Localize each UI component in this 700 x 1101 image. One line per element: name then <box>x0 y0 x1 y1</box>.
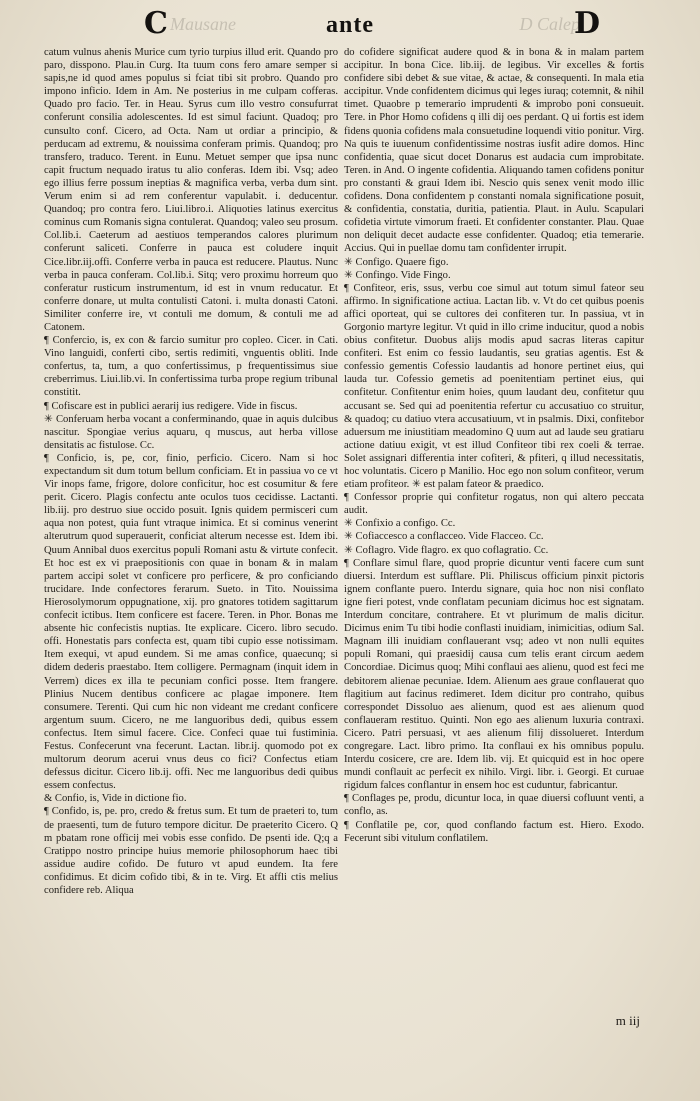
entry-paragraph: ¶ Confercio, is, ex con & farcio sumitur pro copleo. Cicer. in Cati. Vino languidi, conferti cibo, sertis redimiti, vnguentis obliti. Inde confertus, ta, tum, a quo confertissimus, p frequentissimus siue creberrimus. Liui.lib.vi. In confertissima turba prope regium tribunal constitit. <box>44 335 338 399</box>
header-initial-left: C <box>144 6 168 41</box>
entry-paragraph: ¶ Conflare simul flare, quod proprie dicuntur venti facere cum sunt diuersi. Interdum est sufflare. Pli. Philiscus officium pinxit pictoris ignem conflante puero. Interdu signare, quia hoc non nisi conflato igne fieri potest, vnde conflatam pecuniam dicimus hoc est signatam. Interdum concitare, contrahere. Et vt plurimum de malis dicitur. Dicimus enim Tu tibi hodie conflasti inuidiam, inimicitias, odium Sal. Magnam illi inuidiam conflauerant vsq; adeo vt non nulli equites populi Romani, qui praesidij causa cum telis erant circum aedem Concordiae. Dicimus quoq; Mihi conflaui aes alienu, quod est feci me debitorem alienae pecuniae. Idem. Alienum aes graue conflauerat quo flagitium aut facinus redimeret. Idem dicitur pro contraho, quibus correspondet Dissoluo aes alienum, quod est aes alienum quod conflaueram restituo. Quinti. Non ego aes alienum luxuria contraxi. Cicero. Patri persuasi, vt aes alienum filij dissolueret. Interdum congregare. Lact. libro primo. Ita conflaui ex his omnibus populu. Interdu cosicere, cre are. Idem lib. vij. Et quicquid est in hoc opere mundi conflauit ac perfecit ex nihilo. Virgi. libr. i. Georgi. Et curuae rigidum falces conflantur in ensem hoc est cuduntur, fabricantur. <box>344 557 644 792</box>
header-initial-right: D <box>573 6 600 41</box>
entry-paragraph: do cofidere significat audere quod & in bona & in malam partem accipitur. In bona Cice. lib.iij. de legibus. Vir excelles & fortis confidere sibi debet & sue vitae, & actae, & consequenti. In mala etia accipitur. Vnde confidentem dicimus qui leges iuraq; cotemnit, & nihil timet. Quaobre p temerario imprudenti & improbo poni consueuit. Tere. in Phor Homo cofidens q illi dij oes perdant. Q ui fortis est idem fidens quonia cofidens mala consuetudine loquendi vitio ponitur. Virg. Na quis te iuuenum confidentissime nostras iusfit adire domos. Hinc confidentia, quae sicut docet Donarus est audacia cum improbitate. Teren. in And. O ingente cofidentia. Aliquando tamen cofidens ponitur pro constanti & graui Idem ibi. Nescio quis senex venit modo illic cofidens. Dona confidentem p constanti nomala significatione posuit, & confidentia, constatia, duritia, patientia. Plaut. in Aulu. Scapulari cofidetia virtute vimorum fraeti. Et confidenter constanter. Plau. Quae non deliquit decet audacte esse confidenter. Quadoq; etia temerarie. Accius. Qui in puellae domu tam confidenter irrupit. <box>344 47 644 255</box>
entry-paragraph: ✳ Coflagro. Vide flagro. ex quo coflagratio. Cc. <box>344 544 549 556</box>
bleed-through-text-left: Mausane <box>170 14 236 34</box>
entry-paragraph: catum vulnus ahenis Murice cum tyrio turpius illud erit. Quando pro paro, disspono. Plau.in Curg. Ita tuum cons fero amare semper si sapis,ne id quod ames populus si fciat tibi sit probro. Quando pro impono inficio. Idem in Am. Ne posterius in me culpam cofferas. Quado pro facio. Ter. in Heau. Syrus cum illo vestro consufurrat conferunt consilia adolescentes. Id est simul faciunt. Quadoq; pro cunsulto conf. Cicero, ad Octa. Nam ut ordiar a principio, & perducam ad extremu, & nouissima conferam primis. Quandoq; pro transfero, traduco. Terent. in Eunu. Metuet semper que ipsa nunc capit fructum nequado iratus tu alio conferas. Idem ibi. Vsq; adeo ego illius ferre possum ineptias & magnifica verba, verba dum sint. Verum enim si ad rem conferentur vapulabit. i. deducentur. Quandoq; pro contra fero. Liui.libro.i. Aliquoties latinus exercitus cominus cum Romanis signa contulerat. Quandoq; valeo seu prosum. Col.lib.i. Caeterum ad aestiuos temperandos calores plurimum conferunt saliceti. Conferre in pauca est coludere inquit Cice.libr.iij.offi. Conferre verba in pauca est reducere. Plautus. Nunc verba in pauca conferam. Col.lib.i. Sitq; vero proximu horreum quo conferatur rusticum instrumentum, id est in vnum reducatur. Et conferre donare, ut multa contulisti Catoni. i. multa donasti Catoni. Similiter conferre ire, vt contuli me domum, & contuli me ad Catonem. <box>44 47 338 333</box>
entry-paragraph: ¶ Cofiscare est in publici aerarij ius redigere. Vide in fiscus. <box>44 400 298 412</box>
entry-paragraph: ✳ Configo. Quaere figo. <box>344 256 449 268</box>
entry-paragraph: ✳ Cofiaccesco a conflacceo. Vide Flacceo. Cc. <box>344 531 544 543</box>
entry-paragraph: ¶ Confessor proprie qui confitetur rogatus, non qui altero peccata audit. <box>344 492 644 517</box>
entry-paragraph: ¶ Conflatile pe, cor, quod conflando factum est. Hiero. Exodo. Fecerunt sibi vitulum conflatilem. <box>344 819 644 844</box>
folio-signature: m iij <box>615 1013 640 1028</box>
right-column <box>344 46 644 845</box>
entry-paragraph: ✳ Conferuam herba vocant a conferminando, quae in aquis dulcibus nascitur. Spongiae verius aquaru, q muscus, aut herba villose densitatis ac fistulose. Cc. <box>44 413 338 451</box>
running-header <box>40 6 660 46</box>
entry-paragraph: ✳ Confixio a configo. Cc. <box>344 518 456 530</box>
entry-paragraph: ¶ Conficio, is, pe, cor, finio, perficio. Cicero. Nam si hoc expectandum sit dum totum bellum conficiam. Et in passiua vo ce vt Vir inops fame, frigore, dolore conficitur, hoc est cosumitur & fere perit. Cicero. Plagis confectu ante oculos tuos cecidisse. Lactanti. lib.iij. pro destruo siue occido posuit. Ignis quidem permisceri cum aqua non potest, quia funt vtraque inimica. Et si cominus venerint alterutrum quod superauerit, conficiat alterum necesse est. Idem ibi. Quum Annibal duos exercitus populi Romani astu & virtute confecit. Et hoc est ex vi praepositionis con quae in bonam & in malam partem accipi solet vt conficere pro perficere, & pro conficiando trucidare. Inde confectores ferarum. Sueto. in Tito. Nouissima Hierosolymorum oppugnatione, xij. pro gnatores totidem sagittarum confecit ictibus. Item conficere est facere. Teren. in Phor. Bonas me absente hic confecistis nuptias. Ite explicare. Cicero. libro secudo. offi. Honestatis pars confecta est, quam tibi cupio esse notissimam. Item exequi, vt apud eundem. Si me amas confice, quaecunq; si didem dederis praestabo. Item colligere. Permagnam (inquit idem in Verrem) dices ex illa te pecuniam confici posse. Item frangere. Plinius Nucem dentibus conficere ac plagae imponere. Item consumere. Terenti. Qui cum hic non videant me credant conficere argentum suum. Cicero, ne me languoribus dedi, quibus essem confectus. Item simul facere. Cice. Confeci quae tui fustiminia. Festus. Confecerunt vna fecerunt. Lactan. libr.ij. quomodo pot ex multorum deorum acerui vnus deus co fici? Confectus etiam defessus dicitur. Cicero lib.ij. offi. Nec me languoribus dedi quibus essem confectus. <box>44 452 338 792</box>
headword: ante <box>326 12 374 38</box>
entry-paragraph: ¶ Confido, is, pe. pro, credo & fretus sum. Et tum de praeteri to, tum de praesenti, tum de futuro tempore dicitur. De praeterito Cicero. Q m pbatam rone officij mei vobis esse confido. De psenti ide. Q;q a Cratippo nostro principe huius memorie philosophorum haec tibi assidue audire cofido. De futuro vt apud eundem. Ita fere confidimus. Et dicim cofido tibi, & in te. Virg. Et affli ctis melius confidere reb. Aliqua <box>44 806 338 896</box>
entry-paragraph: ¶ Conflages pe, produ, dicuntur loca, in quae diuersi cofluunt venti, a conflo, as. <box>344 793 644 818</box>
bleed-through-text-right: D Calep <box>519 14 580 34</box>
entry-paragraph: ✳ Confingo. Vide Fingo. <box>344 269 451 281</box>
entry-paragraph: ¶ Confiteor, eris, ssus, verbu coe simul aut totum simul fateor seu affirmo. In significatione actiua. Lactan lib. v. Vt do cet quibus poenis affici oporteat, qui se cultores dei confiteren tur. In passiua, vt in Gorgonio martyre legitur. Vt quid in illo crime inducitur, quod a nobis obius confitetur. Duobus alijs modis apud sacras literas capitur confiteri. Est enim co fessio laudantis, seu gratias agentis. Est & confessio gementis Cofessio laudantis ad honore pertinet eius, qui lauda tur. Cofessio gemetis ad poenitentiam pertinet eius, qui confitetur. Confitentur enim hoies, quum laudant deu, confitetur quu accusant se. Sed qui ad poenitentia refertur cu accusatiuo co struitur, & quadoq; cu datiuo vtera accusatiuum, vt in psalmis. Dixi, confitebor aduersum me iniustitiam meadomino Q uum aut ad laude seu gratiaru actione datiuu exigit, vt est illud Confiteor tibi rex coeli & terrae. Solet assignari differentia inter cofiteri, & pfiteri, q illud necessitatis, hoc voluntatis. Cicero p Manilio. Hoc ego non solum confiteor, verum etiam profiteor. ✳ est palam fateor & praedico. <box>344 282 644 491</box>
left-column <box>44 46 338 897</box>
entry-paragraph: & Confio, is, Vide in dictione fio. <box>44 793 187 805</box>
